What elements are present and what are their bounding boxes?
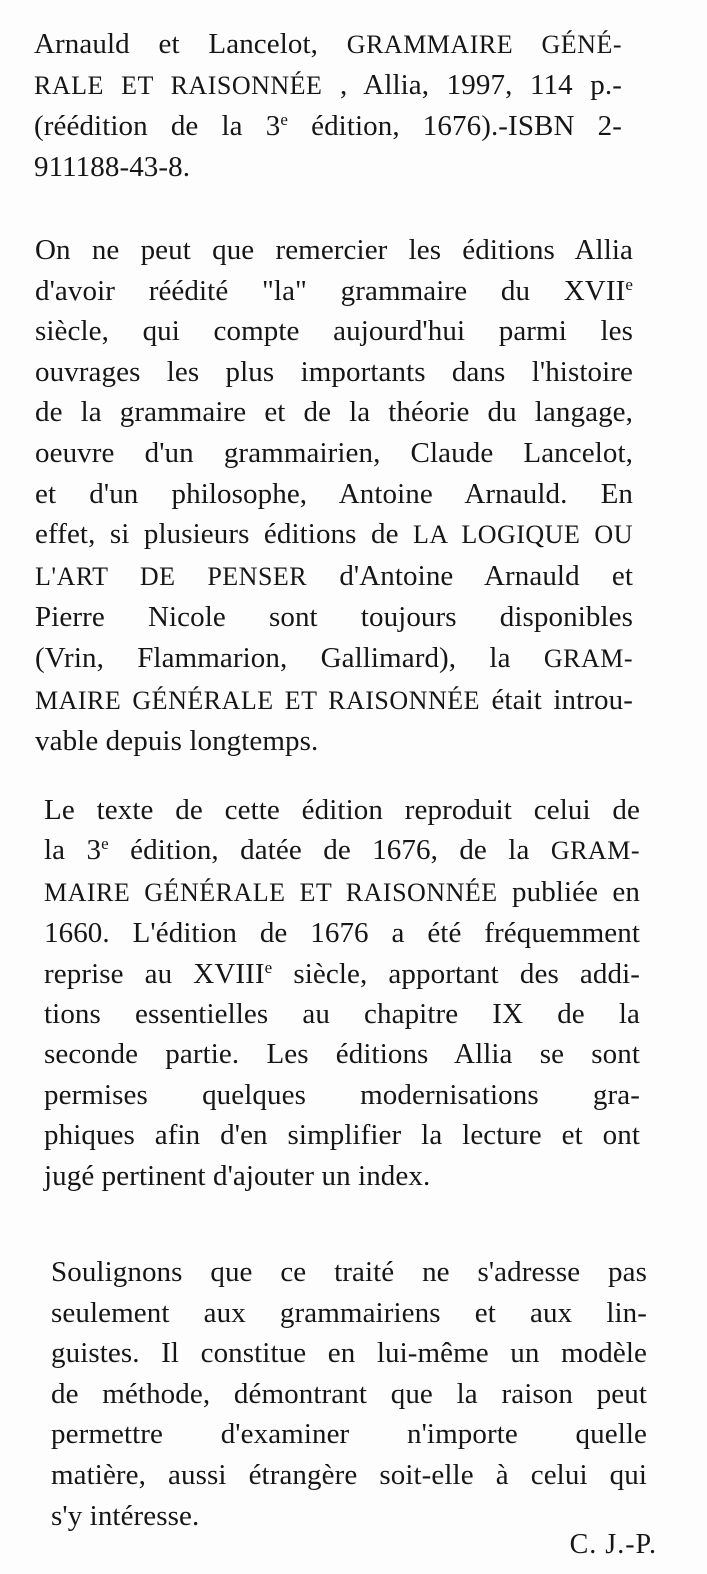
text-line: la 3e édition, datée de 1676, de la GRAM- — [44, 834, 640, 867]
text-line: Soulignons que ce traité ne s'adresse pas — [51, 1256, 647, 1288]
text-line: vable depuis longtemps. — [35, 725, 319, 758]
text-line: guistes. Il constitue en lui-même un modèle — [51, 1337, 647, 1370]
text-line: effet, si plusieurs éditions de LA LOGIQUE OU — [35, 518, 633, 551]
bibliographic-reference — [34, 24, 622, 188]
book-title: GRAM- — [550, 836, 640, 866]
text-line: Pierre Nicole sont toujours disponibles — [35, 601, 633, 634]
book-title: MAIRE GÉNÉRALE ET RAISONNÉE — [35, 685, 480, 715]
paragraph-1 — [35, 230, 633, 762]
book-title: LA LOGIQUE OU — [413, 520, 633, 550]
text-line: MAIRE GÉNÉRALE ET RAISONNÉE publiée en — [44, 875, 640, 908]
reference-line: 911188-43-8. — [34, 151, 191, 183]
text-line: oeuvre d'un grammairien, Claude Lancelot, — [35, 436, 633, 469]
text-line: seconde partie. Les éditions Allia se sont — [44, 1038, 640, 1071]
superscript: e — [280, 110, 288, 129]
superscript: e — [264, 957, 273, 977]
text-line: ouvrages les plus importants dans l'histoire — [35, 355, 633, 388]
book-title: L'ART DE PENSER — [35, 561, 308, 591]
reference-line: (réédition de la 3e édition, 1676).-ISBN 2- — [34, 110, 622, 142]
text-line: permises quelques modernisations gra- — [44, 1078, 640, 1111]
text-line: phiques afin d'en simplifier la lecture et ont — [44, 1119, 640, 1152]
paragraph-3 — [51, 1252, 647, 1536]
text-line: siècle, qui compte aujourd'hui parmi les — [35, 315, 633, 348]
superscript: e — [625, 274, 633, 294]
text-line: seulement aux grammairiens et aux lin- — [51, 1296, 647, 1329]
text-line: reprise au XVIIIe siècle, apportant des addi- — [44, 957, 641, 990]
text-line: permettre d'examiner n'importe quelle — [51, 1418, 647, 1451]
author-initials: C. J.-P. — [569, 1529, 657, 1560]
text-line: 1660. L'édition de 1676 a été fréquemment — [44, 917, 640, 950]
text-line: de la grammaire et de la théorie du langage, — [35, 396, 633, 429]
text-line: de méthode, démontrant que la raison peut — [51, 1377, 647, 1410]
reference-line: RALE ET RAISONNÉE , Allia, 1997, 114 p.- — [34, 69, 622, 101]
text-line: jugé pertinent d'ajouter un index. — [44, 1159, 431, 1192]
book-title: GRAM- — [543, 643, 633, 673]
text-line: L'ART DE PENSER d'Antoine Arnauld et — [35, 559, 633, 592]
text-line: tions essentielles au chapitre IX de la — [44, 998, 640, 1031]
text-line: d'avoir réédité "la" grammaire du XVIIe — [35, 274, 633, 307]
text-line: MAIRE GÉNÉRALE ET RAISONNÉE était introu- — [35, 683, 633, 716]
text-line: On ne peut que remercier les éditions Allia — [35, 234, 633, 266]
text-line: s'y intéresse. — [51, 1499, 200, 1532]
text-line: Le texte de cette édition reproduit celui de — [44, 794, 640, 826]
book-title: MAIRE GÉNÉRALE ET RAISONNÉE — [44, 877, 498, 907]
book-title: GRAMMAIRE GÉNÉ- — [346, 30, 622, 59]
text-line: (Vrin, Flammarion, Gallimard), la GRAM- — [35, 641, 633, 674]
reference-line: Arnauld et Lancelot, GRAMMAIRE GÉNÉ- — [34, 28, 622, 60]
text-line: matière, aussi étrangère soit-elle à celui qui — [51, 1458, 647, 1491]
superscript: e — [101, 834, 109, 854]
paragraph-2 — [44, 790, 640, 1196]
text-line: et d'un philosophe, Antoine Arnauld. En — [35, 477, 633, 510]
book-title: RALE ET RAISONNÉE — [34, 71, 323, 100]
